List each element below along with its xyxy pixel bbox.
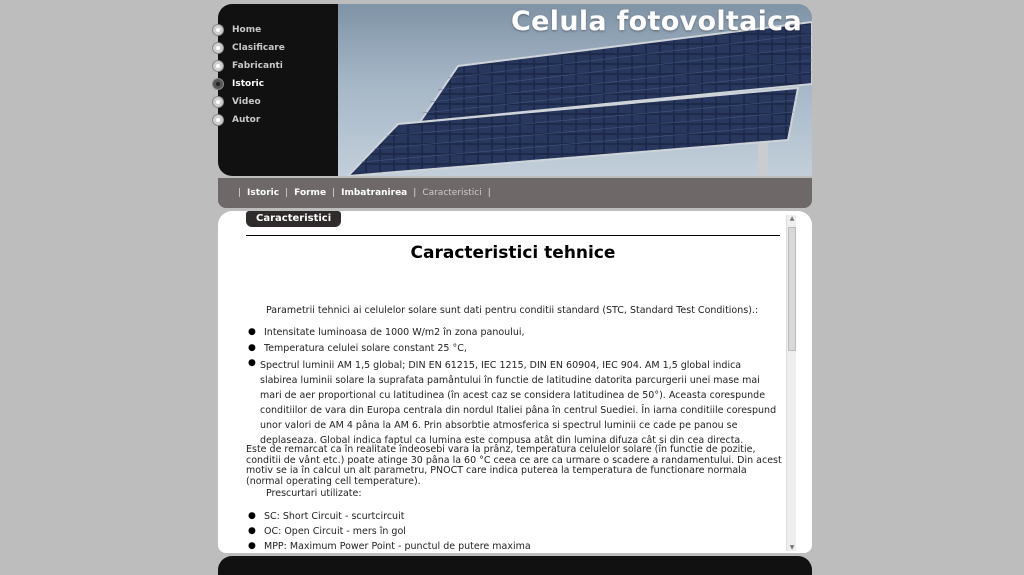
nav-item-autor[interactable] xyxy=(212,111,260,129)
list-item: Temperatura celulei solare constant 25 °C, xyxy=(264,343,467,354)
vertical-scrollbar[interactable] xyxy=(786,215,796,551)
nav-label: Video xyxy=(232,97,261,107)
nav-label: Home xyxy=(232,25,262,35)
bullet-icon xyxy=(212,60,224,72)
list-item: Spectrul luminii AM 1,5 global; DIN EN 61215, IEC 1215, DIN EN 60904, IEC 904. AM 1,5 global indica slabirea luminii solare la suprafata pamântului în functie de latitudine datorita parcurgerii unei mase mai mari de aer proportional cu latitudinea (în acest caz se considera latitudinea de 50°). Aceasta corespunde conditiilor de vara din Europa centrala din nordul Italiei pâna în centrul Suediei. În iarna conditiile corespund unor valori de AM 4 pâna la AM 6. Prin absorbtie atmosferica si spectrul luminii ce cade pe panou se deplaseaza. Global indica faptul ca lumina este compusa atât din lumina difuza cât si din cea directa. xyxy=(260,360,777,446)
nav-label: Istoric xyxy=(232,79,265,89)
subnav-item-forme[interactable]: Forme xyxy=(294,188,327,198)
bullet-icon: ● xyxy=(248,327,256,337)
list-item: Intensitate luminoasa de 1000 W/m2 în zona panoului, xyxy=(264,327,525,338)
scroll-up-icon[interactable]: ▲ xyxy=(789,215,795,222)
main-nav xyxy=(218,4,338,176)
nav-item-istoric[interactable] xyxy=(212,75,264,93)
separator: | xyxy=(238,188,242,198)
bullet-icon xyxy=(212,78,224,90)
list-item: SC: Short Circuit - scurtcircuit xyxy=(264,511,405,522)
subnav-item-caracteristici[interactable]: Caracteristici xyxy=(422,188,482,198)
header-banner xyxy=(338,4,812,176)
separator: | xyxy=(487,188,491,198)
bullet-icon xyxy=(212,42,224,54)
nav-label: Autor xyxy=(232,115,261,125)
subnav-item-imbatranirea[interactable]: Imbatranirea xyxy=(341,188,408,198)
scroll-thumb[interactable] xyxy=(788,227,796,351)
site-title: Celula fotovoltaica xyxy=(511,6,802,37)
paragraph-text: Este de remarcat ca în realitate îndeosebi vara la prânz, temperatura celulelor solare (în functie de pozitie, conditii de vânt etc.) poate atinge 30 pâna la 60 °C ceea ce are ca urmare o scadere a randamentului. Din acest motiv se ia în calcul un alt parametru, PNOCT care indica puterea la temperatura de functionare normala (normal operating cell temperature). xyxy=(246,444,782,487)
divider xyxy=(246,235,780,236)
bullet-icon xyxy=(212,96,224,108)
section-tab: Caracteristici xyxy=(246,211,341,227)
list-item: OC: Open Circuit - mers în gol xyxy=(264,526,406,537)
bullet-icon xyxy=(212,114,224,126)
page-title: Caracteristici tehnice xyxy=(410,243,616,263)
bullet-icon: ● xyxy=(248,358,256,368)
separator: | xyxy=(413,188,417,198)
separator: | xyxy=(285,188,289,198)
nav-item-fabricanti[interactable] xyxy=(212,57,283,75)
bullet-icon: ● xyxy=(248,511,256,521)
abbr-heading: Prescurtari utilizate: xyxy=(266,488,362,499)
content-panel xyxy=(218,211,812,553)
nav-item-clasificare[interactable] xyxy=(212,39,285,57)
bullet-icon: ● xyxy=(248,343,256,353)
list-item: MPP: Maximum Power Point - punctul de putere maxima xyxy=(264,541,531,552)
scroll-down-icon[interactable]: ▼ xyxy=(789,544,795,551)
bullet-icon: ● xyxy=(248,526,256,536)
sub-nav xyxy=(218,178,812,208)
subnav-item-istoric[interactable]: Istoric xyxy=(247,188,280,198)
nav-item-home[interactable] xyxy=(212,21,261,39)
nav-label: Fabricanti xyxy=(232,61,283,71)
nav-label: Clasificare xyxy=(232,43,285,53)
nav-item-video[interactable] xyxy=(212,93,261,111)
bullet-icon: ● xyxy=(248,541,256,551)
intro-text: Parametrii tehnici ai celulelor solare sunt dati pentru conditii standard (STC, Standard Test Conditions).: xyxy=(266,305,759,316)
separator: | xyxy=(332,188,336,198)
footer xyxy=(218,556,812,575)
bullet-icon xyxy=(212,24,224,36)
